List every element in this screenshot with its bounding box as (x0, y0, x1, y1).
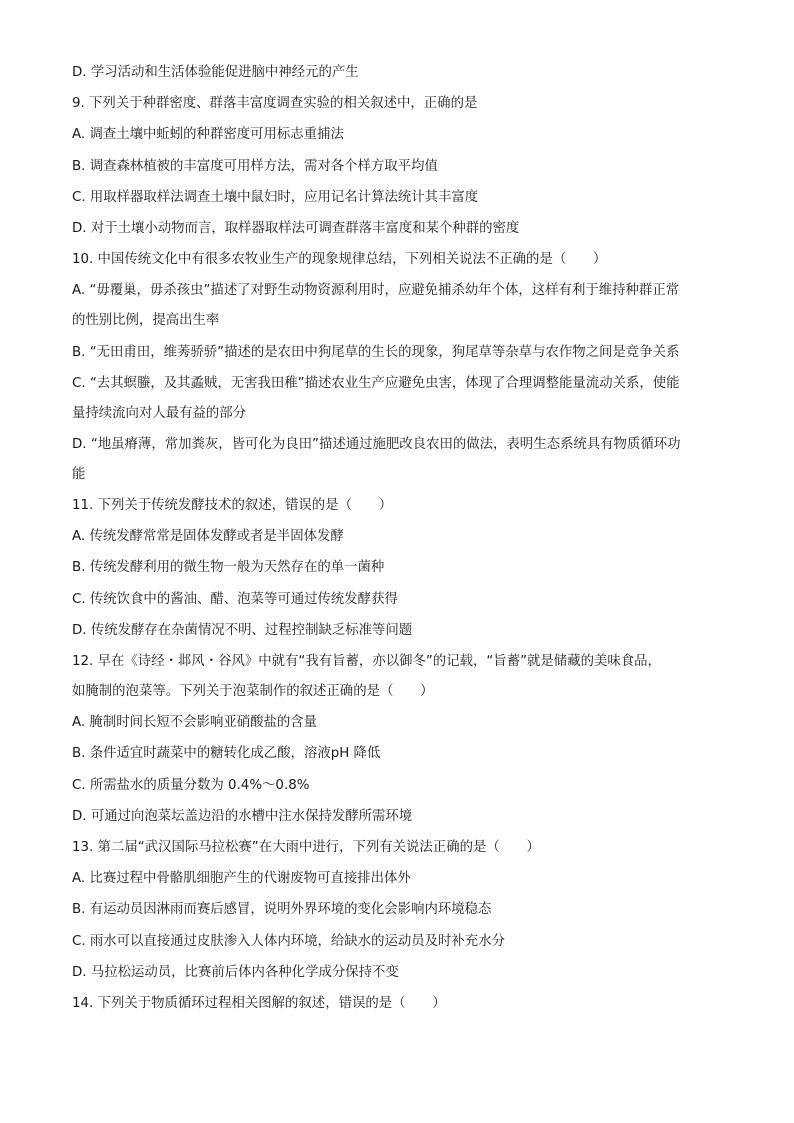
question-10-option-b: B. “无田甫田，维莠骄骄”描述的是农田中狗尾草的生长的现象，狗尾草等杂草与农作物之间是竞争关系 (72, 344, 680, 360)
question-14-stem: 14. 下列关于物质循环过程相关图解的叙述，错误的是（ ） (72, 995, 446, 1011)
question-13-option-b: B. 有运动员因淋雨而赛后感冒，说明外界环境的变化会影响内环境稳态 (72, 902, 492, 918)
question-9-option-b: B. 调查森林植被的丰富度可用样方法，需对各个样方取平均值 (72, 158, 438, 174)
question-12-option-b: B. 条件适宜时蔬菜中的糖转化成乙酸，溶液pH 降低 (72, 746, 381, 762)
question-10-option-a-cont: 的性别比例，提高出生率 (72, 313, 220, 329)
question-12-stem: 12. 早在《诗经・邶风・谷风》中就有“我有旨蓄，亦以御冬”的记载，“旨蓄”就是储藏的美味食品， (72, 654, 661, 669)
question-12-option-a: A. 腌制时间长短不会影响亚硝酸盐的含量 (72, 715, 318, 731)
text-line: D. 学习活动和生活体验能促进脑中神经元的产生 (72, 65, 359, 80)
question-12-option-c: C. 所需盐水的质量分数为 0.4%～0.8% (72, 777, 310, 793)
document-page (72, 64, 724, 1026)
question-11-option-b: B. 传统发酵利用的微生物一般为天然存在的单一菌种 (72, 560, 385, 576)
question-10-option-d-cont: 能 (72, 466, 86, 482)
question-11-option-a: A. 传统发酵常常是固体发酵或者是半固体发酵 (72, 529, 344, 545)
question-9-option-c: C. 用取样器取样法调查土壤中鼠妇时，应用记名计算法统计其丰富度 (72, 189, 479, 205)
question-13-stem: 13. 第二届“武汉国际马拉松赛”在大雨中进行，下列有关说法正确的是（ ） (72, 839, 540, 855)
question-9-stem: 9. 下列关于种群密度、群落丰富度调查实验的相关叙述中，正确的是 (72, 96, 478, 112)
question-10-stem: 10. 中国传统文化中有很多农牧业生产的现象规律总结，下列相关说法不正确的是（ ） (72, 252, 607, 268)
question-10-option-d: D. “地虽瘠薄，常加粪灰，皆可化为良田”描述通过施肥改良农田的做法，表明生态系统具有物质循环功 (72, 436, 681, 452)
question-13-option-a: A. 比赛过程中骨骼肌细胞产生的代谢废物可直接排出体外 (72, 871, 411, 887)
question-13-option-d: D. 马拉松运动员，比赛前后体内各种化学成分保持不变 (72, 964, 399, 980)
question-11-option-d: D. 传统发酵存在杂菌情况不明、过程控制缺乏标准等问题 (72, 622, 413, 638)
question-10-option-c: C. “去其螟螣，及其蟊贼，无害我田稚”描述农业生产应避免虫害，体现了合理调整能量流动关系，使能 (72, 375, 680, 391)
question-10-option-c-cont: 量持续流向对人最有益的部分 (72, 405, 247, 421)
question-13-option-c: C. 雨水可以直接通过皮肤渗入人体内环境，给缺水的运动员及时补充水分 (72, 933, 505, 949)
question-10-option-a: A. “毋覆巢，毋杀孩虫”描述了对野生动物资源利用时，应避免捕杀幼年个体，这样有利于维持种群正常 (72, 283, 680, 299)
question-12-option-d: D. 可通过向泡菜坛盖边沿的水槽中注水保持发酵所需环境 (72, 808, 413, 824)
question-9-option-a: A. 调查土壤中蚯蚓的种群密度可用标志重捕法 (72, 127, 344, 143)
question-12-stem-cont: 如腌制的泡菜等。下列关于泡菜制作的叙述正确的是（ ） (72, 684, 434, 699)
question-9-option-d: D. 对于土壤小动物而言，取样器取样法可调查群落丰富度和某个种群的密度 (72, 220, 520, 236)
question-11-option-c: C. 传统饮食中的酱油、醋、泡菜等可通过传统发酵获得 (72, 591, 398, 607)
question-11-stem: 11. 下列关于传统发酵技术的叙述，错误的是（ ） (72, 498, 393, 514)
